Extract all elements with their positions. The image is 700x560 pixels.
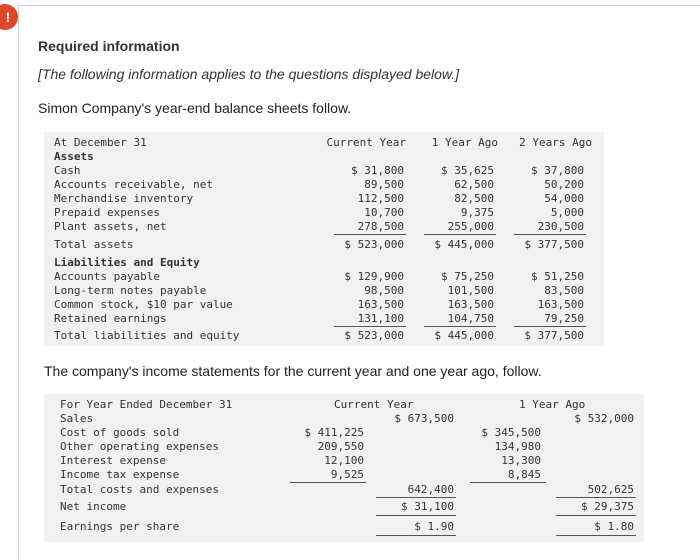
bs-col-label: At December 31 [54,136,147,149]
eps-label: Earnings per share [60,520,180,533]
table-cell: 9,525 [330,468,364,481]
table-cell: $ 37,800 [531,164,584,177]
table-row-label: Accounts receivable, net [54,178,213,191]
required-information-heading: Required information [38,38,180,54]
table-cell: 101,500 [447,284,494,297]
table-cell: 104,750 [447,312,494,325]
table-cell: $ 532,000 [574,412,634,425]
subtotal-rule [514,326,586,327]
table-cell: 163,500 [447,298,494,311]
table-cell: 13,300 [501,454,541,467]
total-assets-label: Total assets [54,238,134,251]
subtotal-rule [424,326,496,327]
bs-col-current: Current Year [326,136,406,149]
subtotal-rule [376,497,456,498]
table-cell: $ 1.80 [594,520,634,533]
assets-heading: Assets [54,150,94,163]
table-cell: 5,000 [550,206,584,219]
subtotal-rule [556,497,636,498]
table-cell: 83,500 [544,284,584,297]
table-cell: 79,250 [544,312,584,325]
table-cell: 131,100 [357,312,404,325]
table-cell: 502,625 [587,483,634,496]
total-liabilities-equity-label: Total liabilities and equity [54,329,240,342]
subtotal-rule [334,234,406,235]
table-cell: $ 523,000 [344,329,404,342]
table-cell: $ 129,900 [344,270,404,283]
table-cell: 112,500 [357,192,404,205]
table-row-label: Long-term notes payable [54,284,207,297]
table-cell: $ 51,250 [531,270,584,283]
info-note: [The following information applies to the questions displayed below.] [38,66,460,82]
table-cell: $ 377,500 [524,329,584,342]
table-cell: 12,100 [324,454,364,467]
table-cell: $ 75,250 [441,270,494,283]
table-cell: $ 445,000 [434,238,494,251]
table-cell: 54,000 [544,192,584,205]
table-cell: $ 35,625 [441,164,494,177]
subtotal-rule [556,535,636,536]
balance-sheet-table [44,132,604,346]
table-cell: 642,400 [407,483,454,496]
table-cell: 163,500 [537,298,584,311]
table-row-label: Merchandise inventory [54,192,194,205]
table-cell: $ 411,225 [304,426,364,439]
net-income-label: Net income [60,500,127,513]
table-cell: 50,200 [544,178,584,191]
table-cell: $ 1.90 [414,520,454,533]
table-row-label: Accounts payable [54,270,160,283]
balance-sheet-intro: Simon Company's year-end balance sheets follow. [38,100,352,116]
income-statement-table [44,394,644,542]
table-cell: $ 345,500 [481,426,541,439]
top-border [18,5,700,6]
table-cell: 89,500 [364,178,404,191]
bs-col-2yr: 2 Years Ago [519,136,592,149]
is-col-current: Current Year [334,398,414,411]
table-cell: $ 377,500 [524,238,584,251]
table-row-label: Retained earnings [54,312,167,325]
table-row-label: Income tax expense [60,468,180,481]
table-cell: 82,500 [454,192,494,205]
table-cell: $ 523,000 [344,238,404,251]
table-row-label: Interest expense [60,454,166,467]
table-cell: 98,500 [364,284,404,297]
table-cell: $ 31,100 [401,500,454,513]
subtotal-rule [376,535,456,536]
total-costs-label: Total costs and expenses [60,483,219,496]
subtotal-rule [376,515,456,516]
table-row-label: Cost of goods sold [60,426,180,439]
table-cell: 62,500 [454,178,494,191]
table-cell: 134,980 [494,440,541,453]
table-row-label: Plant assets, net [54,220,167,233]
table-cell: 209,550 [317,440,364,453]
table-cell: 10,700 [364,206,404,219]
table-row-label: Cash [54,164,81,177]
table-cell: $ 445,000 [434,329,494,342]
liabilities-heading: Liabilities and Equity [54,256,200,269]
table-cell: 9,375 [460,206,494,219]
table-row-label: Other operating expenses [60,440,219,453]
alert-icon: ! [0,4,18,30]
subtotal-rule [556,515,636,516]
table-cell: $ 31,800 [351,164,404,177]
income-statement-intro: The company's income statements for the current year and one year ago, follow. [44,363,542,379]
subtotal-rule [334,326,406,327]
subtotal-rule [514,234,586,235]
table-cell: 255,000 [447,220,494,233]
is-col-1yr: 1 Year Ago [519,398,586,411]
table-cell: $ 29,375 [581,500,634,513]
table-cell: $ 673,500 [394,412,454,425]
table-row-label: Common stock, $10 par value [54,298,233,311]
bs-col-1yr: 1 Year Ago [431,136,498,149]
table-cell: 278,500 [357,220,404,233]
subtotal-rule [424,234,496,235]
is-col-label: For Year Ended December 31 [60,398,233,411]
table-cell: 8,845 [507,468,541,481]
table-cell: 230,500 [537,220,584,233]
sales-label: Sales [60,412,94,425]
left-border [18,5,19,560]
table-row-label: Prepaid expenses [54,206,160,219]
table-cell: 163,500 [357,298,404,311]
